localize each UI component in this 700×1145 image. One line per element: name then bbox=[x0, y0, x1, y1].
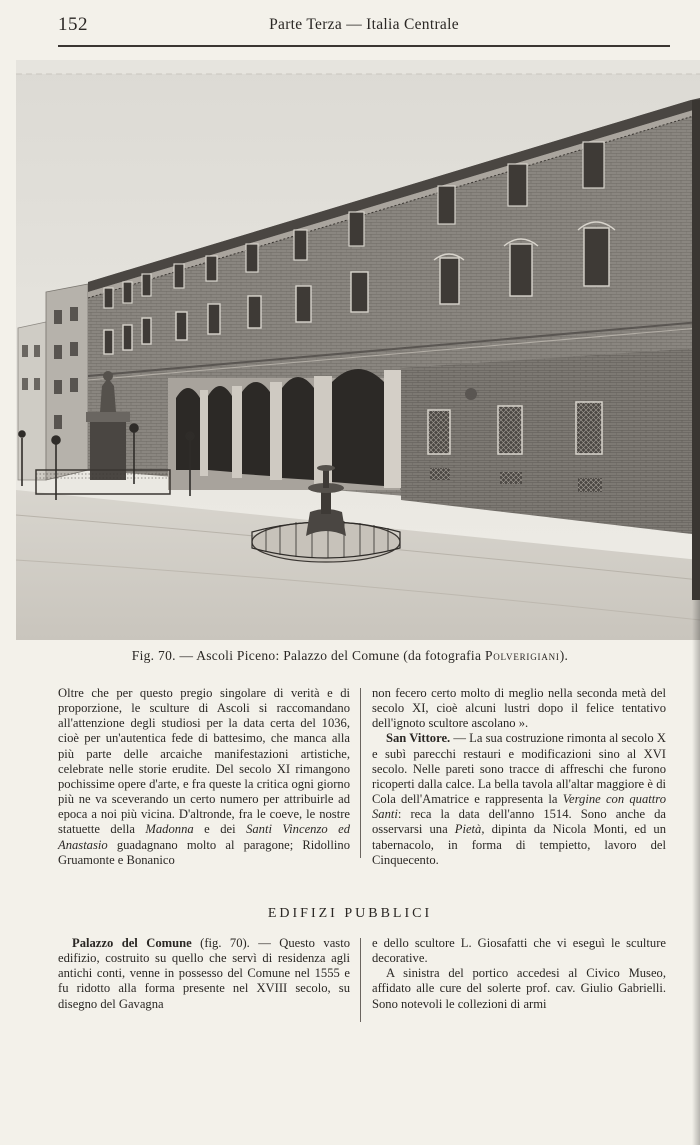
italic-title-pieta: Pietà bbox=[454, 822, 482, 837]
running-title: Parte Terza — Italia Centrale bbox=[269, 16, 459, 33]
paragraph-sculptor: e dello scultore L. Giosafatti che vi eseguì le sculture decorative. bbox=[372, 936, 666, 966]
paragraph-palazzo-comune bbox=[58, 936, 350, 1012]
caption-text: Fig. 70. — Ascoli Piceno: Palazzo del Comune (da fotografia bbox=[131, 648, 485, 663]
column-left-top bbox=[58, 686, 350, 868]
section-heading: EDIFIZI PUBBLICI bbox=[267, 906, 433, 921]
paragraph-sculptures bbox=[58, 686, 350, 868]
column-right-bottom bbox=[372, 936, 666, 1012]
column-divider bbox=[360, 688, 361, 858]
header-rule bbox=[58, 45, 670, 47]
column-divider bbox=[360, 938, 361, 1022]
entry-heading-san-vittore: San Vittore. bbox=[386, 731, 451, 746]
paragraph-continuation: non fecero certo molto di meglio nella seconda metà del secolo XI, cioè alcuni lustri dopo il felice tentativo dell'ignoto scultore ascolano ». bbox=[372, 686, 666, 731]
portico-arcade bbox=[168, 369, 401, 490]
page-number: 152 bbox=[58, 14, 88, 35]
paragraph-museo: A sinistra del portico accedesi al Civico Museo, affidato alle cure del solerte prof. cav. Giulio Gabrielli. Sono notevoli le collezioni di armi bbox=[372, 966, 666, 1011]
paragraph-text: Oltre che per questo pregio singolare di verità e di proporzione, le sculture di Ascoli si raccomandano all'attenzione degli studiosi per la data certa del 1036, cioè per un'autentica fede di battesimo, che manca alla più parte delle arcaiche manifestazioni artistiche, celebrate nelle storie erudite. Del secolo XI rimangono pochissime opere d'arte, e fra queste la critica ogni giorno più ne va sceverando un certo numero per attribuirle ad epoca a noi più vicina. D'altronde, fra le coeve, le nostre statuette della bbox=[58, 686, 350, 837]
paragraph-text: , dipinta da Nicola Monti, ed un tabernacolo, in forma di tempietto, lavoro del Cinquecento. bbox=[372, 822, 666, 867]
italic-title-santi: Santi Vincenzo ed Anastasio bbox=[58, 822, 351, 852]
paragraph-text: — La sua costruzione rimonta al secolo X e subì parecchi restauri e modificazioni sino al XVI secolo. Nelle pareti sono tracce di affreschi che furono ricoperti dalla calce. La bella tavola all'altar maggiore è di Cola dell'Amatrice e rappresenta la bbox=[372, 731, 666, 807]
italic-title-vergine: Vergine con quattro Santi bbox=[372, 792, 667, 822]
caption-end: ). bbox=[559, 648, 569, 663]
caption-credit: Polverigiani bbox=[484, 648, 560, 663]
page-edge-shadow bbox=[692, 600, 700, 1145]
paragraph-text: e dei bbox=[193, 822, 247, 837]
paragraph-text: guadagnano molto al paragone; Ridollino Gruamonte e Bonanico bbox=[58, 837, 350, 867]
page-header bbox=[58, 14, 670, 36]
figure-caption bbox=[0, 648, 700, 664]
italic-title-madonna: Madonna bbox=[145, 822, 194, 837]
entry-heading-palazzo: Palazzo del Comune bbox=[72, 936, 192, 950]
paragraph-text: (fig. 70). — Questo vasto edifizio, costruito su quello che servì di residenza agli antichi conti, venne in possesso del Comune nel 1555 e fu ridotto alla forma presente nel XVIII secolo, su disegno del Gavagna bbox=[58, 936, 350, 1011]
paragraph-san-vittore bbox=[372, 731, 666, 867]
figure-engraving-palazzo bbox=[16, 60, 700, 640]
column-right-top bbox=[372, 686, 666, 868]
column-left-bottom bbox=[58, 936, 350, 1012]
paragraph-text: : reca la data dell'anno 1514. Sono anche da osservarsi una bbox=[372, 807, 666, 837]
